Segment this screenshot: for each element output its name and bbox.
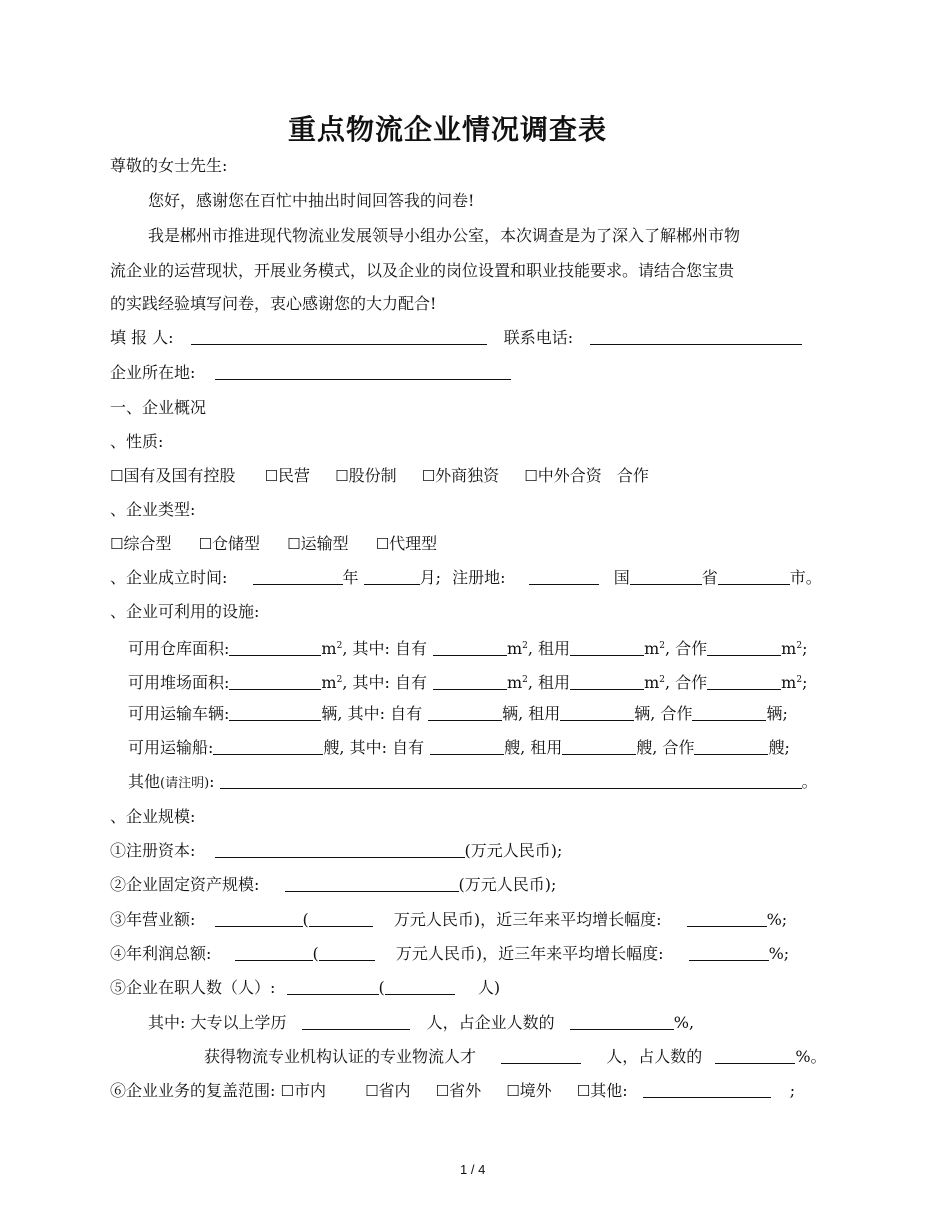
coop-label: , 合作 <box>664 639 708 658</box>
registration-label: 注册地: <box>452 568 506 587</box>
person2-label: 人，占人数的 <box>606 1047 703 1066</box>
section-heading: 一、企业概况 <box>110 398 207 417</box>
fixed-assets-field[interactable] <box>285 875 459 892</box>
unit: m <box>321 639 337 658</box>
facility-label: 可用仓库面积: <box>128 639 230 658</box>
unit-sup: 2 <box>659 641 665 651</box>
row-end: ; <box>802 639 808 658</box>
nature-label: 、性质: <box>110 432 164 451</box>
type-option: 运输型 <box>300 534 349 553</box>
filler-row <box>110 328 802 348</box>
coop-field[interactable] <box>692 704 766 721</box>
row-end: ; <box>782 704 788 723</box>
month-label: 月; <box>419 568 442 587</box>
founding-label: 、企业成立时间: <box>110 568 228 587</box>
other-note: (请注明) <box>160 776 210 791</box>
founding-year-field[interactable] <box>253 568 343 585</box>
facility-row <box>128 636 807 659</box>
facility-total-field[interactable] <box>213 738 323 755</box>
nature-tail: 合作 <box>616 466 649 485</box>
staff-label: ⑤企业在职人数（人）: <box>110 978 276 997</box>
own-label: , 其中: 自有 <box>339 738 425 757</box>
unit-sup: 2 <box>522 641 528 651</box>
coverage-label: ⑥企业业务的复盖范围: <box>110 1081 276 1100</box>
facility-label: 可用运输车辆: <box>128 704 230 723</box>
checkbox-icon[interactable]: ☐ <box>421 467 436 485</box>
checkbox-icon[interactable]: ☐ <box>375 535 390 553</box>
city-field[interactable] <box>718 568 790 585</box>
unit-sup: 2 <box>796 641 803 651</box>
country-label: 国 <box>613 568 630 587</box>
checkbox-icon[interactable]: ☐ <box>524 467 538 485</box>
pct-end: %; <box>768 944 790 963</box>
own-label: , 其中: 自有 <box>337 704 423 723</box>
unit: m <box>506 639 523 658</box>
capital-label: ①注册资本: <box>110 841 196 860</box>
pct-comma: %, <box>673 1013 695 1032</box>
pct-period: %。 <box>795 1047 827 1066</box>
fixed-assets-unit: (万元人民币); <box>458 875 557 894</box>
person-label: 人，占企业人数的 <box>426 1013 555 1032</box>
founding-month-field[interactable] <box>364 568 420 585</box>
purpose-line-1: 我是郴州市推进现代物流业发展领导小组办公室，本次调查是为了深入了解郴州市物 <box>148 226 741 245</box>
nature-option: 外商独资 <box>435 466 500 485</box>
page-number: 1 / 4 <box>460 1162 486 1177</box>
revenue-row <box>110 910 787 930</box>
unit-sup: 2 <box>659 675 665 685</box>
unit: 艘 <box>323 738 340 757</box>
facility-row <box>128 738 790 758</box>
filler-label: 填 报 人: <box>110 328 174 347</box>
checkbox-icon[interactable]: ☐ <box>280 1082 294 1100</box>
coverage-option: 市内 <box>293 1081 326 1100</box>
paren-open: ( <box>378 978 385 997</box>
other-colon: : <box>209 772 215 791</box>
revenue-field-2[interactable] <box>309 910 373 927</box>
fixed-assets-row <box>110 875 556 895</box>
profit-row <box>110 944 789 964</box>
paren-open: ( <box>312 944 319 963</box>
own-label: , 其中: 自有 <box>342 673 427 692</box>
phone-label: 联系电话: <box>503 328 574 347</box>
coop-field[interactable] <box>707 639 781 656</box>
facility-total-field[interactable] <box>229 639 321 656</box>
certified-row <box>204 1047 827 1067</box>
purpose-line-2: 流企业的运营现状，开展业务模式，以及企业的岗位设置和职业技能要求。请结合您宝贵 <box>110 261 735 280</box>
rent-label: , 租用 <box>518 704 561 723</box>
own-field[interactable] <box>433 673 507 690</box>
unit: m <box>506 673 523 692</box>
province-field[interactable] <box>630 568 702 585</box>
type-options <box>110 534 437 554</box>
type-option: 仓储型 <box>212 534 261 553</box>
revenue-field[interactable] <box>215 910 303 927</box>
checkbox-icon[interactable]: ☐ <box>435 1082 450 1100</box>
unit: m <box>644 673 660 692</box>
unit: 艘 <box>768 738 785 757</box>
unit-sup: 2 <box>336 641 343 651</box>
coverage-end: ; <box>789 1081 796 1100</box>
checkbox-icon[interactable]: ☐ <box>198 535 213 553</box>
type-label: 、企业类型: <box>110 500 196 519</box>
unit: 辆 <box>766 704 783 723</box>
facility-row <box>128 704 788 724</box>
staff-field-2[interactable] <box>385 978 455 995</box>
own-field[interactable] <box>428 704 502 721</box>
coverage-option: 境外 <box>519 1081 552 1100</box>
city-label: 市。 <box>789 568 822 587</box>
staff-unit: 人) <box>477 978 501 997</box>
pct-end: %; <box>766 910 788 929</box>
row-end: ; <box>784 738 790 757</box>
coop-label: , 合作 <box>650 704 693 723</box>
rent-label: , 租用 <box>527 673 571 692</box>
location-label: 企业所在地: <box>110 363 196 382</box>
rent-field[interactable] <box>560 704 634 721</box>
checkbox-icon[interactable]: ☐ <box>110 535 124 553</box>
unit: m <box>781 639 797 658</box>
filler-field[interactable] <box>191 328 487 345</box>
coverage-option: 其他: <box>590 1081 628 1100</box>
unit-sup: 2 <box>796 675 803 685</box>
rent-label: , 租用 <box>520 738 563 757</box>
fixed-assets-label: ②企业固定资产规模: <box>110 875 260 894</box>
scale-label: 、企业规模: <box>110 807 196 826</box>
page-title: 重点物流企业情况调查表 <box>288 113 608 146</box>
money-unit: 万元人民币)，近三年来平均增长幅度: <box>395 944 664 963</box>
capital-unit: (万元人民币); <box>464 841 563 860</box>
checkbox-icon[interactable]: ☐ <box>110 467 124 485</box>
other-end: 。 <box>801 772 818 791</box>
facility-total-field[interactable] <box>229 673 321 690</box>
facility-label: 可用运输船: <box>128 738 214 757</box>
revenue-growth-field[interactable] <box>687 910 767 927</box>
coverage-option: 省外 <box>449 1081 482 1100</box>
certified-pct-field[interactable] <box>715 1047 795 1064</box>
money-unit: 万元人民币)，近三年来平均增长幅度: <box>393 910 662 929</box>
own-label: , 其中: 自有 <box>342 639 427 658</box>
intro-paragraph: 您好，感谢您在百忙中抽出时间回答我的问卷! <box>148 191 475 210</box>
unit-sup: 2 <box>522 675 528 685</box>
profit-field[interactable] <box>235 944 313 961</box>
own-field[interactable] <box>430 738 504 755</box>
type-option: 代理型 <box>389 534 438 553</box>
facility-total-field[interactable] <box>229 704 321 721</box>
unit: 艘 <box>504 738 521 757</box>
coverage-option: 省内 <box>378 1081 411 1100</box>
unit: m <box>781 673 797 692</box>
facility-label: 可用堆场面积: <box>128 673 230 692</box>
education-pct-field[interactable] <box>570 1013 674 1030</box>
facilities-label: 、企业可利用的设施: <box>110 602 260 621</box>
type-option: 综合型 <box>123 534 172 553</box>
coop-field[interactable] <box>707 673 781 690</box>
year-label: 年 <box>342 568 359 587</box>
among-label: 其中: 大专以上学历 <box>148 1013 287 1032</box>
coverage-row <box>110 1081 795 1101</box>
profit-growth-field[interactable] <box>689 944 769 961</box>
rent-label: , 租用 <box>527 639 571 658</box>
checkbox-icon[interactable]: ☐ <box>365 1082 379 1100</box>
own-field[interactable] <box>433 639 507 656</box>
certified-field[interactable] <box>501 1047 581 1064</box>
unit: m <box>644 639 660 658</box>
facility-row <box>128 670 807 693</box>
checkbox-icon[interactable]: ☐ <box>335 467 349 485</box>
location-row <box>110 363 511 383</box>
staff-row <box>110 978 500 998</box>
revenue-label: ③年营业额: <box>110 910 196 929</box>
nature-option: 中外合资 <box>537 466 602 485</box>
unit-sup: 2 <box>336 675 343 685</box>
rent-field[interactable] <box>570 639 644 656</box>
staff-field[interactable] <box>287 978 379 995</box>
coop-field[interactable] <box>694 738 768 755</box>
coop-label: , 合作 <box>664 673 708 692</box>
checkbox-icon[interactable]: ☐ <box>576 1082 591 1100</box>
nature-option: 股份制 <box>348 466 397 485</box>
checkbox-icon[interactable]: ☐ <box>287 535 301 553</box>
province-label: 省 <box>701 568 718 587</box>
other-field[interactable] <box>220 772 802 789</box>
nature-option: 国有及国有控股 <box>123 466 236 485</box>
unit: 辆 <box>502 704 519 723</box>
other-label: 其他 <box>128 772 161 791</box>
education-row <box>148 1013 694 1033</box>
checkbox-icon[interactable]: ☐ <box>506 1082 520 1100</box>
coop-label: , 合作 <box>652 738 695 757</box>
unit: m <box>321 673 337 692</box>
purpose-line-3: 的实践经验填写问卷，衷心感谢您的大力配合! <box>110 294 437 313</box>
rent-field[interactable] <box>570 673 644 690</box>
greeting: 尊敬的女士先生: <box>110 156 228 175</box>
unit: 艘 <box>636 738 653 757</box>
profit-label: ④年利润总额: <box>110 944 212 963</box>
rent-field[interactable] <box>562 738 636 755</box>
facility-other-row <box>128 772 818 794</box>
profit-field-2[interactable] <box>319 944 375 961</box>
phone-field[interactable] <box>590 328 802 345</box>
checkbox-icon[interactable]: ☐ <box>264 467 279 485</box>
unit: 辆 <box>634 704 651 723</box>
coverage-other-field[interactable] <box>643 1081 771 1098</box>
education-field[interactable] <box>302 1013 410 1030</box>
location-field[interactable] <box>215 363 511 380</box>
capital-row <box>110 841 562 861</box>
paren-open: ( <box>302 910 309 929</box>
registration-blank[interactable] <box>529 568 599 585</box>
unit: 辆 <box>321 704 338 723</box>
nature-option: 民营 <box>278 466 311 485</box>
founding-row <box>110 568 822 588</box>
certified-label: 获得物流专业机构认证的专业物流人才 <box>204 1047 477 1066</box>
capital-field[interactable] <box>215 841 465 858</box>
row-end: ; <box>802 673 808 692</box>
nature-options <box>110 466 649 486</box>
